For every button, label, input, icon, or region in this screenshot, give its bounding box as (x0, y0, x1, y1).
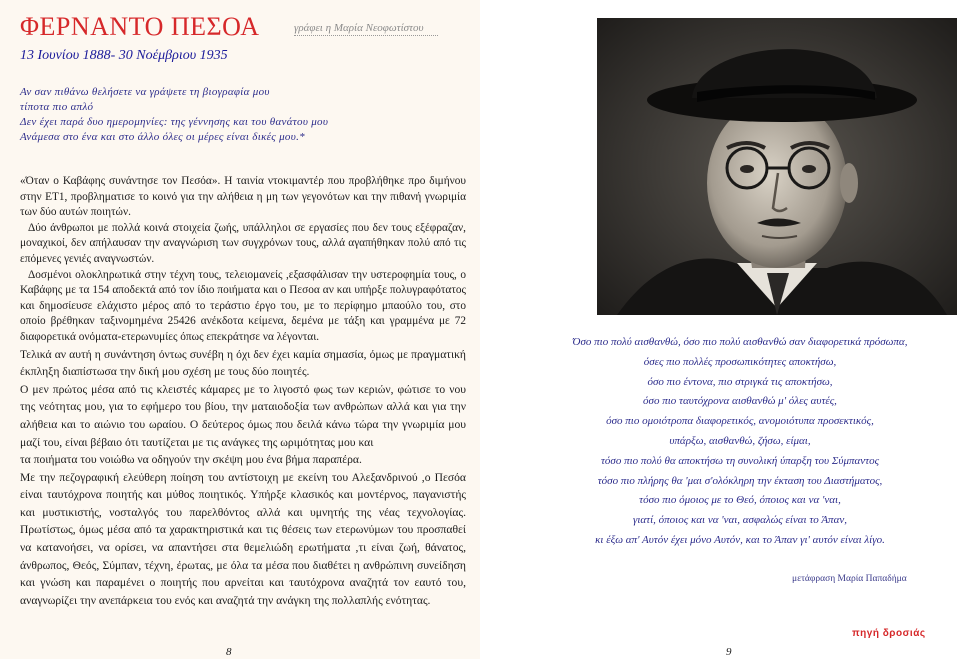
paragraph: «Όταν ο Καβάφης συνάντησε τον Πεσόα». Η ταινία ντοκιμαντέρ που προβλήθηκε προ διμήνου στην ΕΤ1, προβληματισε το κοινό για την αλήθεια η μη των γεγονότων και την πιθανή γνωριμία των δύο αυτών ποιητών. (20, 175, 466, 219)
poem-line: κι έξω απ' Αυτόν έχει μόνο Αυτόν, και το Άπαν γι' αυτόν είναι λίγο. (595, 533, 885, 546)
portrait-illustration (597, 18, 957, 315)
paragraph: Ο μεν πρώτος μέσα από τις κλειστές κάμαρες με το λιγοστό φως των κεριών, φώτισε το νου της νεότητας μου, για το εφήμερο του βίου, την ματαιοδοξία των ανθρώπων αλλά και για την αλήθεια και το αιώνιο του ωραίου. Ο δεύτερος όμως που δειλά κάνω τώρα την γνωριμία μου μαζί του, είναι βέβαιο ότι ταυτίζεται με τις ανάγκες της ωριμότητας μου και (20, 382, 466, 449)
paragraph: Τελικά αν αυτή η συνάντηση όντως συνέβη η όχι δεν έχει καμία σημασία, όμως με πραγματική έκπληξη διαπίστωσα την δική μου σχέση με τους δύο ποιητές. (20, 347, 466, 379)
portrait-photo (597, 18, 957, 315)
author-byline: γράφει η Μαρία Νεοφωτίστου (294, 22, 438, 36)
epigraph (20, 85, 460, 145)
poem-line: όσο πιο ταυτόχρονα αισθανθώ μ' όλες αυτές, (643, 395, 837, 408)
page-number-right: 9 (726, 646, 732, 658)
poem-line: όσο πιο έντονα, πιο στριγκά τις αποκτήσω, (647, 375, 833, 388)
article-title: ΦΕΡΝΑΝΤΟ ΠΕΣΟΑ (20, 12, 260, 41)
paragraph: Δοσμένοι ολοκληρωτικά στην τέχνη τους, τελειομανείς ,εξασφάλισαν την υστεροφημία τους, ο Καβάφης με τα 154 αποδεκτά από τον ίδιο ποιήματα και ο Πεσοα αν και υπήρξε πολυγραφότατος και δημοσίευσε ελάχιστο μέρος από το τεράστιο έργο του, με το περίφημο μπαούλο του, στο οποίο βρέθηκαν ταξινομημένα 25426 ανέκδοτα κείμενα, δεμένα με τάξη και γραμμένα με 72 διαφορετικά ονόματα-ετερωνυμίες όπως επεκράτησε να λέγονται. (20, 268, 466, 343)
poem-line: όσες πιο πολλές προσωπικότητες αποκτήσω, (643, 355, 837, 368)
page-number-left: 8 (226, 646, 232, 658)
article-body (20, 174, 466, 609)
poem (520, 333, 960, 551)
poem-line: όσο πιο ομοιότροπα διαφορετικός, ανομοιότυπα προσεκτικός, (606, 415, 874, 428)
poem-line: υπάρξω, αισθανθώ, ζήσω, είμαι, (669, 434, 811, 447)
paragraph: τα ποιήματα του νοιώθω να οδηγούν την σκέψη μου ένα βήμα παραπέρα. (20, 453, 362, 467)
epigraph-line: Αν σαν πιθάνω θελήσετε να γράψετε τη βιογραφία μου (20, 86, 270, 98)
paragraph: Με την πεζογραφική ελεύθερη ποίηση του αντίστοιχη με εκείνη του Αλεξανδρινού ,ο Πεσόα είναι ταυτόχρονα ποιητής και μύθος ποιητικός. Υπήρξε κλασικός και μοντέρνος, παγανιστής και μυστικιστής, νοσταλγός του παρελθόντος αλλά και υμνητής της νέας τεχνολογίας. Πρωτίστως, όμως μέσα από τα χαρακτηριστικά και τις θέσεις των ετερωνύμων του προσπαθεί να κατανοήσει, να ορίσει, να απαντήσει στα θεμελιώδη ερωτήματα ,τι είναι ζωή, θάνατος, άνθρωπος, Θεός, Σύμπαν, τέχνη, έρωτας, με όλα τα μέσα που διαθέτει η ανθρώπινη συνείδηση και γνώση και παραμένει ο ποιητής που αρνείται και ταυτόχρονα αναζητά τον εαυτό του, αναγνωρίζει την ανεπάρκεια του ενός και αναζητά την ανάγκη της πολλαπλής ενότητας. (20, 470, 466, 607)
epigraph-line: Δεν έχει παρά δυο ημερομηνίες: της γέννησης και του θανάτου μου (20, 116, 329, 128)
poem-line: τόσο πιο πλήρης θα 'μαι σ'ολόκληρη την έκταση του Διαστήματος, (597, 474, 883, 487)
epigraph-line: Ανάμεσα στο ένα και στο άλλο όλες οι μέρες είναι δικές μου.* (20, 131, 305, 143)
poem-line: Όσο πιο πολύ αισθανθώ, όσο πιο πολύ αισθανθώ σαν διαφορετικά πρόσωπα, (572, 336, 908, 348)
source-label: πηγή δροσιάς (852, 628, 926, 639)
poem-line: τόσο πιο πολύ θα αποκτήσω τη συνολική ύπαρξη του Σύμπαντος (600, 454, 880, 467)
poem-line: γιατί, όποιος και να 'ναι, ασφαλώς είναι το Άπαν, (633, 514, 847, 527)
poem-line: τόσο πιο όμοιος με το Θεό, όποιος και να 'ναι, (639, 494, 841, 507)
paragraph: Δύο άνθρωποι με πολλά κοινά στοιχεία ζωής, υπάλληλοι σε εργασίες που δεν τους εξέφραζαν, μοναχικοί, δεν απήλαυσαν την αναγνώριση των συγχρόνων τους, αλλά αγαπήθηκαν πολύ από τις επόμενες γενιές αναγνωστών. (20, 221, 466, 265)
translator-credit: μετάφραση Μαρία Παπαδήμα (792, 574, 907, 584)
life-dates: 13 Ιουνίου 1888- 30 Νοέμβριου 1935 (20, 48, 228, 63)
epigraph-line: τίποτα πιο απλό (20, 101, 94, 113)
